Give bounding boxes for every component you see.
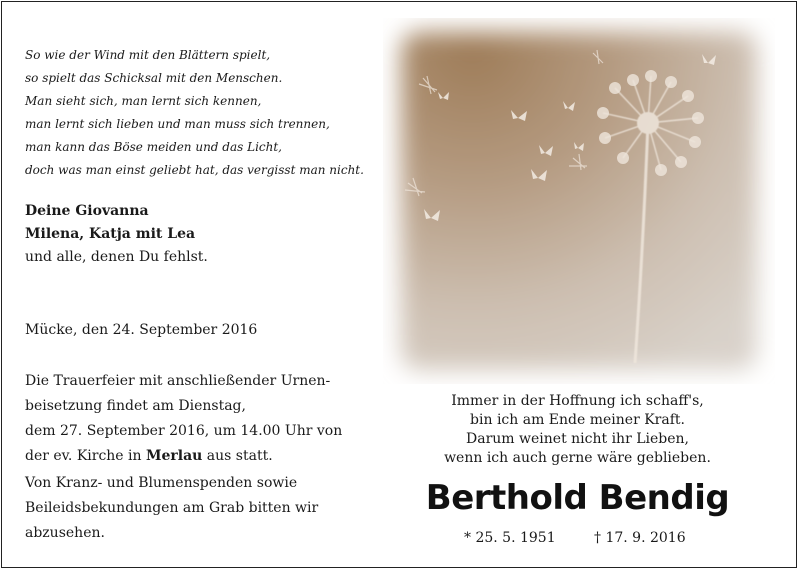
- mourner-name: Milena, Katja mit Lea: [25, 226, 196, 242]
- funeral-line: [25, 444, 355, 469]
- quote-line: bin ich am Ende meiner Kraft.: [470, 412, 685, 428]
- funeral-text: aus statt.: [202, 448, 273, 464]
- funeral-line: dem 27. September 2016, um 14.00 Uhr von: [25, 423, 343, 439]
- funeral-location: Merlau: [146, 448, 203, 464]
- poem-line: So wie der Wind mit den Blättern spielt,: [25, 48, 271, 62]
- quote-line: Darum weinet nicht ihr Lieben,: [466, 431, 689, 447]
- flowers-line: Beileidsbekundungen am Grab bitten wir: [25, 500, 319, 516]
- poem-line: so spielt das Schicksal mit den Menschen.: [25, 71, 283, 85]
- poem-line: man kann das Böse meiden und das Licht,: [25, 140, 282, 154]
- farewell-quote: [400, 392, 755, 468]
- place-and-date: Mücke, den 24. September 2016: [25, 322, 258, 338]
- funeral-text: der ev. Kirche in: [25, 448, 146, 464]
- funeral-line: Die Trauerfeier mit anschließender Urnen-: [25, 373, 331, 389]
- poem: [25, 44, 364, 182]
- mourners-others: und alle, denen Du fehlst.: [25, 249, 208, 265]
- funeral-notice: [25, 369, 355, 469]
- funeral-line: beisetzung findet am Dienstag,: [25, 398, 246, 414]
- quote-line: wenn ich auch gerne wäre geblieben.: [444, 450, 711, 466]
- birth-date: * 25. 5. 1951: [464, 530, 556, 546]
- poem-line: doch was man einst geliebt hat, das vergisst man nicht.: [25, 163, 364, 177]
- mourners-list: [25, 200, 208, 269]
- flowers-notice: [25, 471, 318, 546]
- mourner-name: Deine Giovanna: [25, 203, 149, 219]
- dandelion-photo: [383, 18, 775, 384]
- poem-line: man lernt sich lieben und man muss sich trennen,: [25, 117, 330, 131]
- flowers-line: abzusehen.: [25, 525, 105, 541]
- death-date: † 17. 9. 2016: [594, 530, 686, 546]
- flowers-line: Von Kranz- und Blumenspenden sowie: [25, 475, 298, 491]
- poem-line: Man sieht sich, man lernt sich kennen,: [25, 94, 262, 108]
- deceased-name: Berthold Bendig: [425, 478, 730, 518]
- quote-line: Immer in der Hoffnung ich schaff's,: [451, 393, 704, 409]
